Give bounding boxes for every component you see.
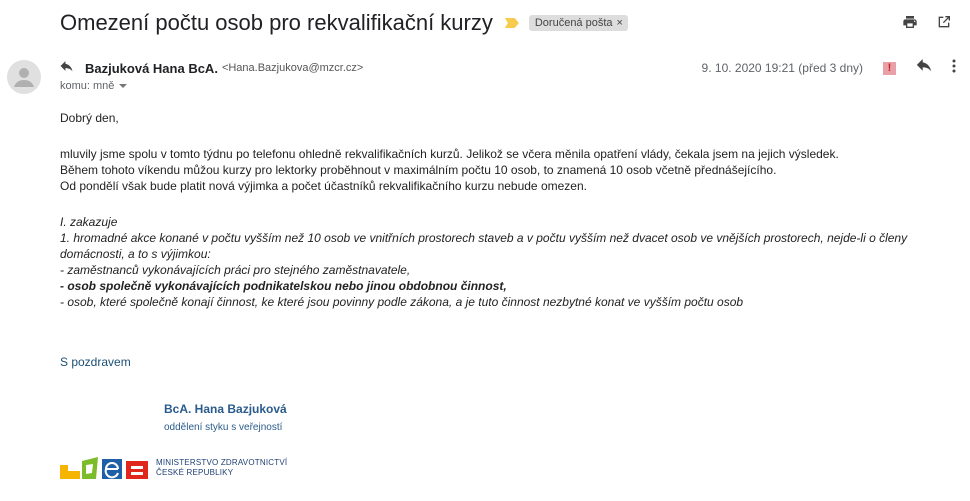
importance-marker-icon[interactable]: [505, 18, 519, 28]
sender-email: <Hana.Bazjukova@mzcr.cz>: [221, 62, 364, 74]
recipient-text: komu: mně: [60, 80, 115, 92]
signature-name: BcA. Hana Bazjuková: [164, 402, 287, 416]
thread-actions: [900, 12, 954, 32]
more-vert-icon: [952, 59, 956, 73]
chevron-down-icon[interactable]: [119, 84, 127, 88]
sender-name[interactable]: Bazjuková Hana BcA.: [85, 60, 218, 76]
ministry-logo: [60, 457, 287, 479]
sender-row: [60, 60, 363, 76]
quote-line-3: - zaměstnanců vykonávajících práci pro stejného zaměstnavatele,: [60, 263, 411, 277]
reply-button[interactable]: [916, 59, 932, 77]
label-chip-inbox[interactable]: [529, 15, 628, 31]
ministry-logo-icon: [60, 457, 148, 479]
signature-department: oddělení styku s veřejností: [164, 422, 283, 433]
person-icon: [7, 60, 41, 94]
ministry-name-line-1: MINISTERSTVO ZDRAVOTNICTVÍ: [156, 458, 288, 467]
subject-row: [60, 8, 628, 38]
closing: S pozdravem: [60, 355, 131, 369]
sender-avatar[interactable]: [7, 60, 41, 94]
body-line-3: Od pondělí však bude platit nová výjimka a počet účastníků rekvalifikačního kurzu nebude omezen.: [60, 179, 587, 193]
body-line-1: mluvily jsme spolu v tomto týdnu po telefonu ohledně rekvalifikačních kurzů. Jelikož se včera měnila opatření vlády, čekala jsem na jejich výsledek.: [60, 147, 839, 161]
body-line-2: Během tohoto víkendu můžou kurzy pro lektorky proběhnout v maximálním počtu 10 osob, to znamená 10 osob včetně přednášejícího.: [60, 163, 777, 177]
quote-heading: I. zakazuje: [60, 215, 118, 229]
quote-line-2: domácnosti, a to s výjimkou:: [60, 247, 211, 261]
recipient-details[interactable]: [60, 80, 127, 92]
reply-icon[interactable]: [60, 59, 73, 77]
message-body: [60, 110, 960, 370]
open-in-new-window-icon[interactable]: [934, 12, 954, 32]
message-date: 9. 10. 2020 19:21 (před 3 dny): [701, 61, 863, 75]
important-flag-icon[interactable]: !: [883, 62, 896, 75]
ministry-name: [156, 458, 287, 478]
reply-icon: [916, 59, 932, 72]
more-options-button[interactable]: [952, 59, 956, 78]
greeting: Dobrý den,: [60, 111, 119, 125]
print-icon[interactable]: [900, 12, 920, 32]
label-remove-button[interactable]: ×: [616, 17, 623, 29]
quote-line-5: - osob, které společně konají činnost, ke které jsou povinny podle zákona, a je tuto činnost nezbytné konat ve vyšším počtu osob: [60, 295, 744, 309]
email-subject: Omezení počtu osob pro rekvalifikační kurzy: [60, 10, 493, 35]
message-meta: [702, 58, 956, 78]
ministry-name-line-2: ČESKÉ REPUBLIKY: [156, 468, 234, 477]
quote-line-4: - osob společně vykonávajících podnikatelskou nebo jinou obdobnou činnost,: [60, 279, 507, 293]
quote-line-1: 1. hromadné akce konané v počtu vyšším než 10 osob ve vnitřních prostorech staveb a v počtu vyšším než dvacet osob ve vnějších prostorech, nejde-li o členy: [60, 231, 908, 245]
label-chip-text: Doručená pošta: [534, 17, 613, 29]
